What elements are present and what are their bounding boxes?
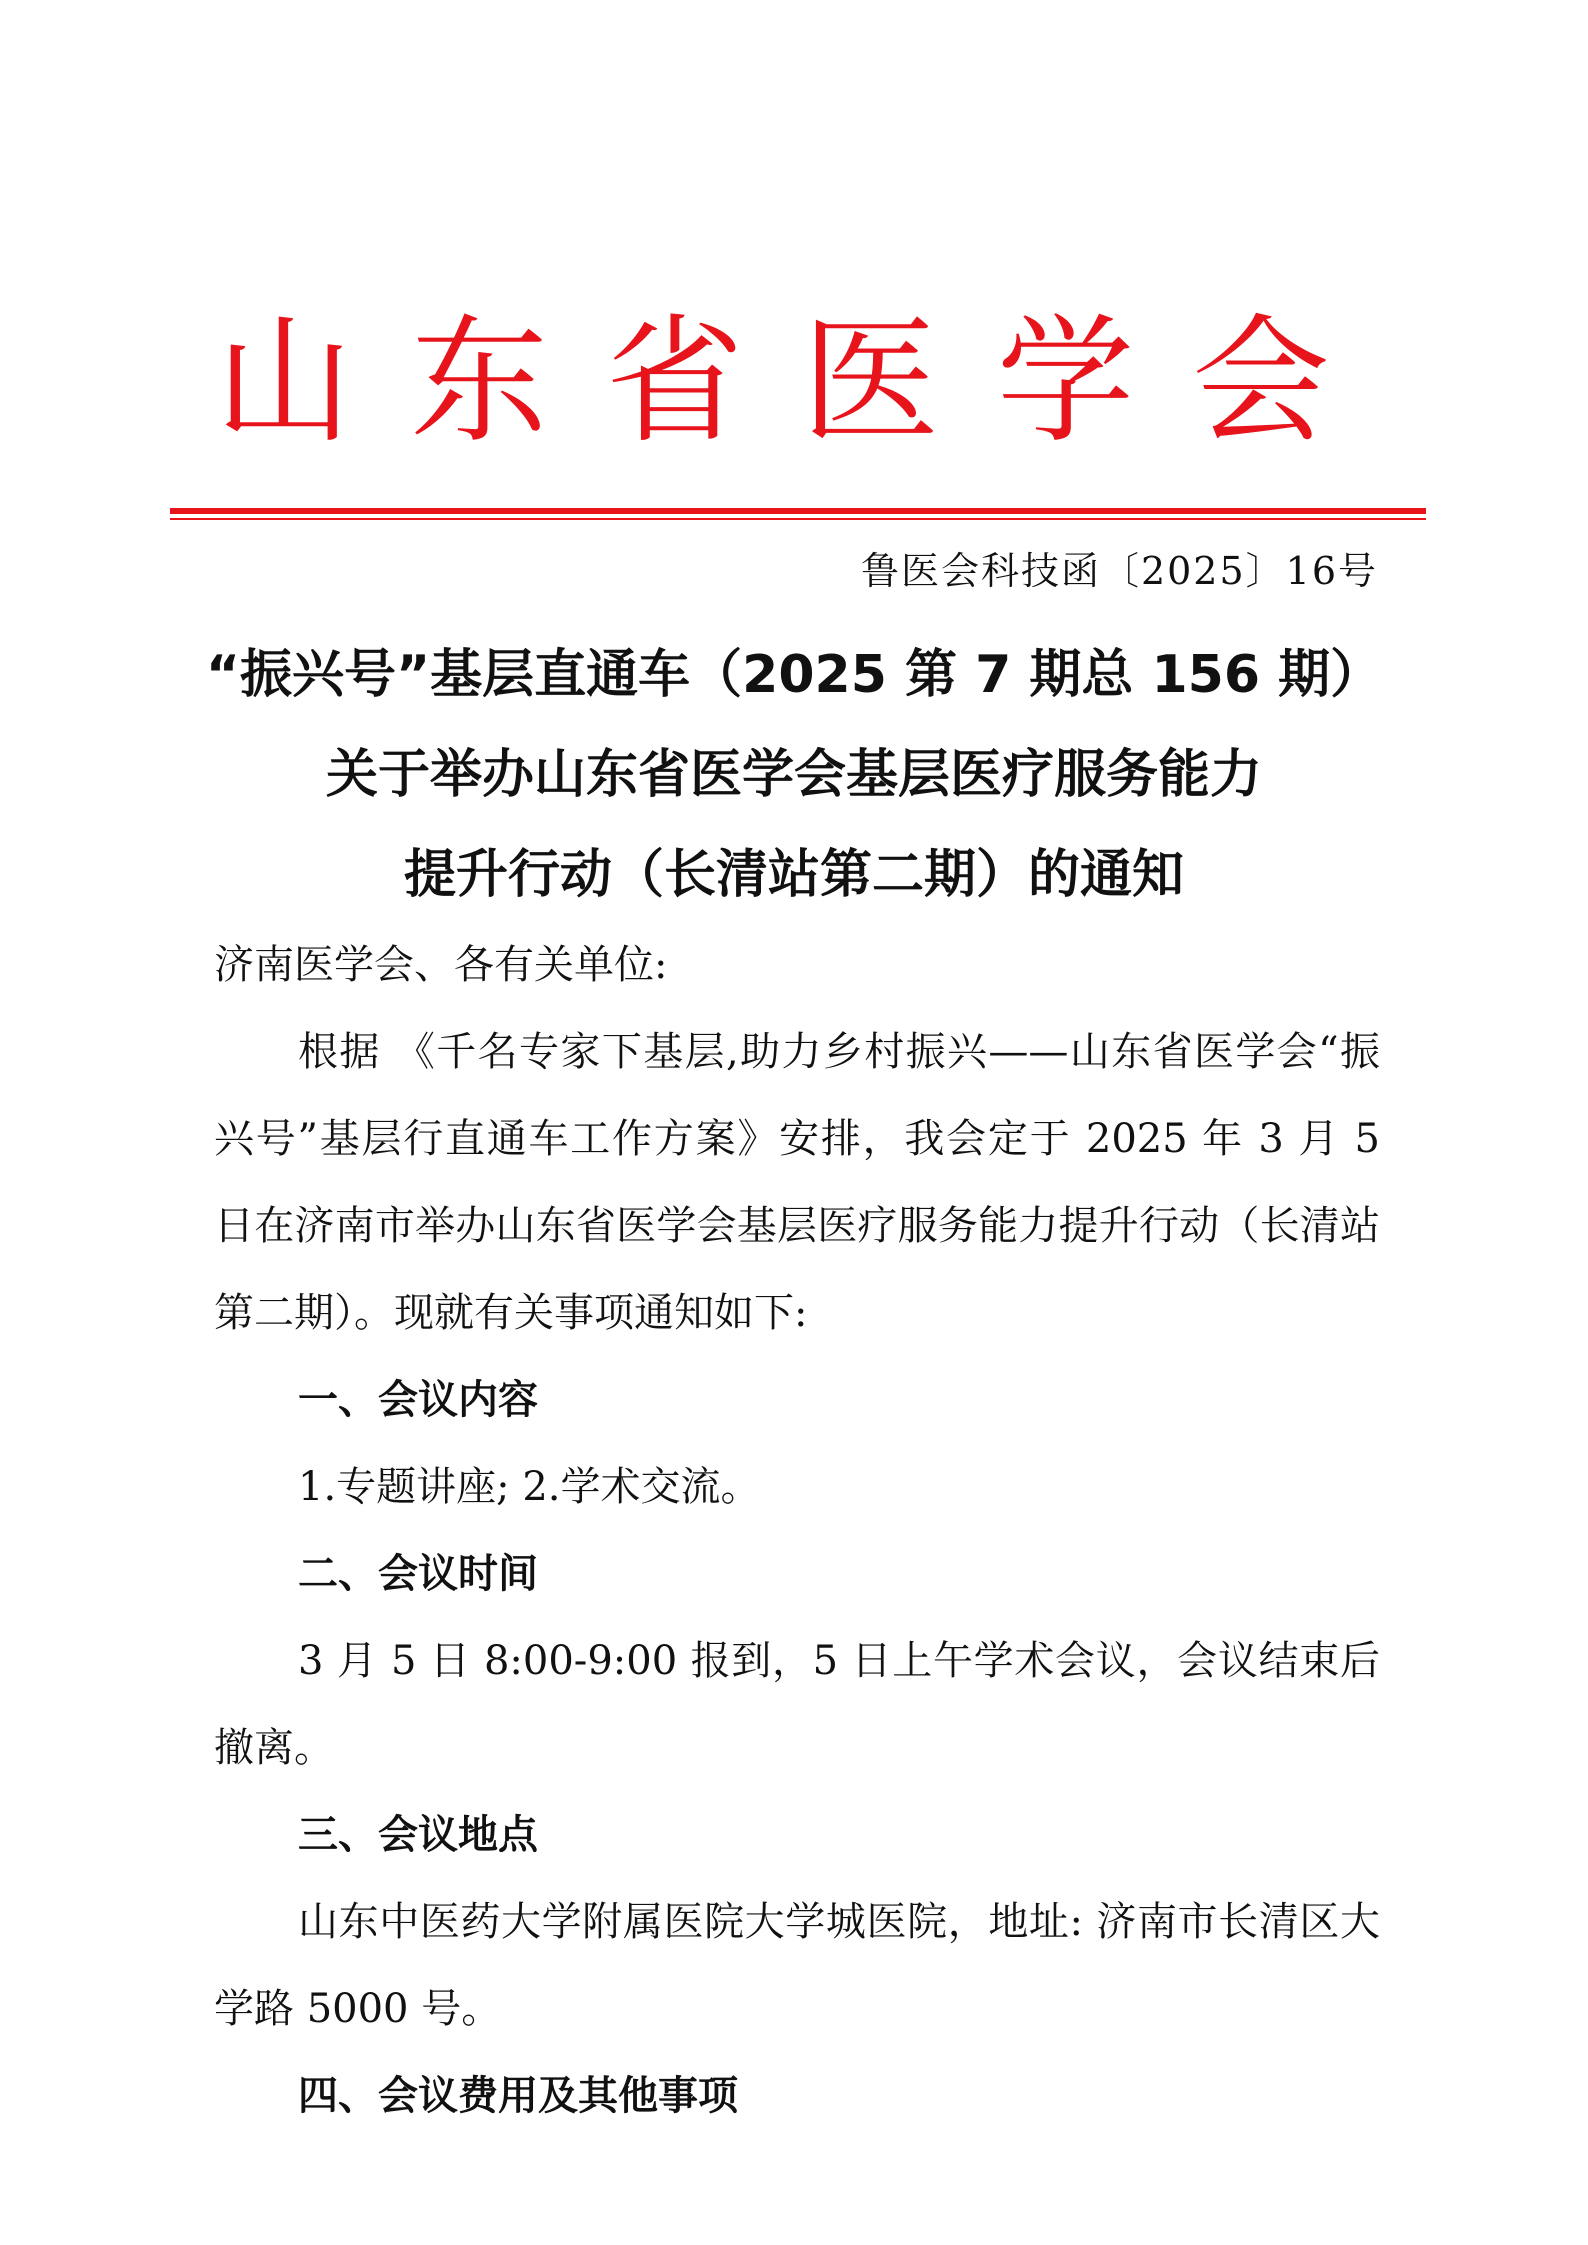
section-heading: 一、会议内容 (298, 1377, 538, 1423)
org-char: 学 (996, 301, 1135, 462)
org-char: 会 (1191, 301, 1330, 462)
section-heading: 二、会议时间 (298, 1551, 538, 1597)
section-text: 1.专题讲座; 2.学术交流。 (298, 1464, 761, 1510)
title-line-3: 提升行动（长清站第二期）的通知 (403, 845, 1184, 905)
salutation: 济南医学会、各有关单位: (214, 942, 668, 988)
intro-paragraph: 根据 《千名专家下基层,助力乡村振兴——山东省医学会“振兴号”基层行直通车工作方案》安排，我会定于 2025 年 3 月 5 日在济南市举办山东省医学会基层医疗服务能力提升行动（长清站第二期）。现就有关事项通知如下: (214, 1029, 1380, 1336)
title-line-2: 关于举办山东省医学会基层医疗服务能力 (325, 745, 1262, 805)
document-body (214, 922, 1380, 2140)
document-title (160, 625, 1428, 925)
title-line-1: “振兴号”基层直通车（2025 第 7 期总 156 期） (205, 645, 1383, 705)
document-number: 鲁医会科技函〔2025〕16号 (860, 549, 1378, 593)
section-text: 山东中医药大学附属医院大学城医院，地址: 济南市长清区大学路 5000 号。 (214, 1899, 1380, 2032)
org-char: 东 (410, 301, 549, 462)
section-text: 3 月 5 日 8:00-9:00 报到，5 日上午学术会议，会议结束后撤离。 (214, 1638, 1380, 1771)
header-divider-thin (170, 518, 1426, 520)
organization-name (215, 302, 1330, 462)
section-heading: 四、会议费用及其他事项 (298, 2073, 738, 2119)
header-divider-thick (170, 508, 1426, 514)
org-char: 省 (605, 301, 744, 462)
section-heading: 三、会议地点 (298, 1812, 538, 1858)
org-char: 山 (215, 301, 354, 462)
org-char: 医 (801, 301, 940, 462)
